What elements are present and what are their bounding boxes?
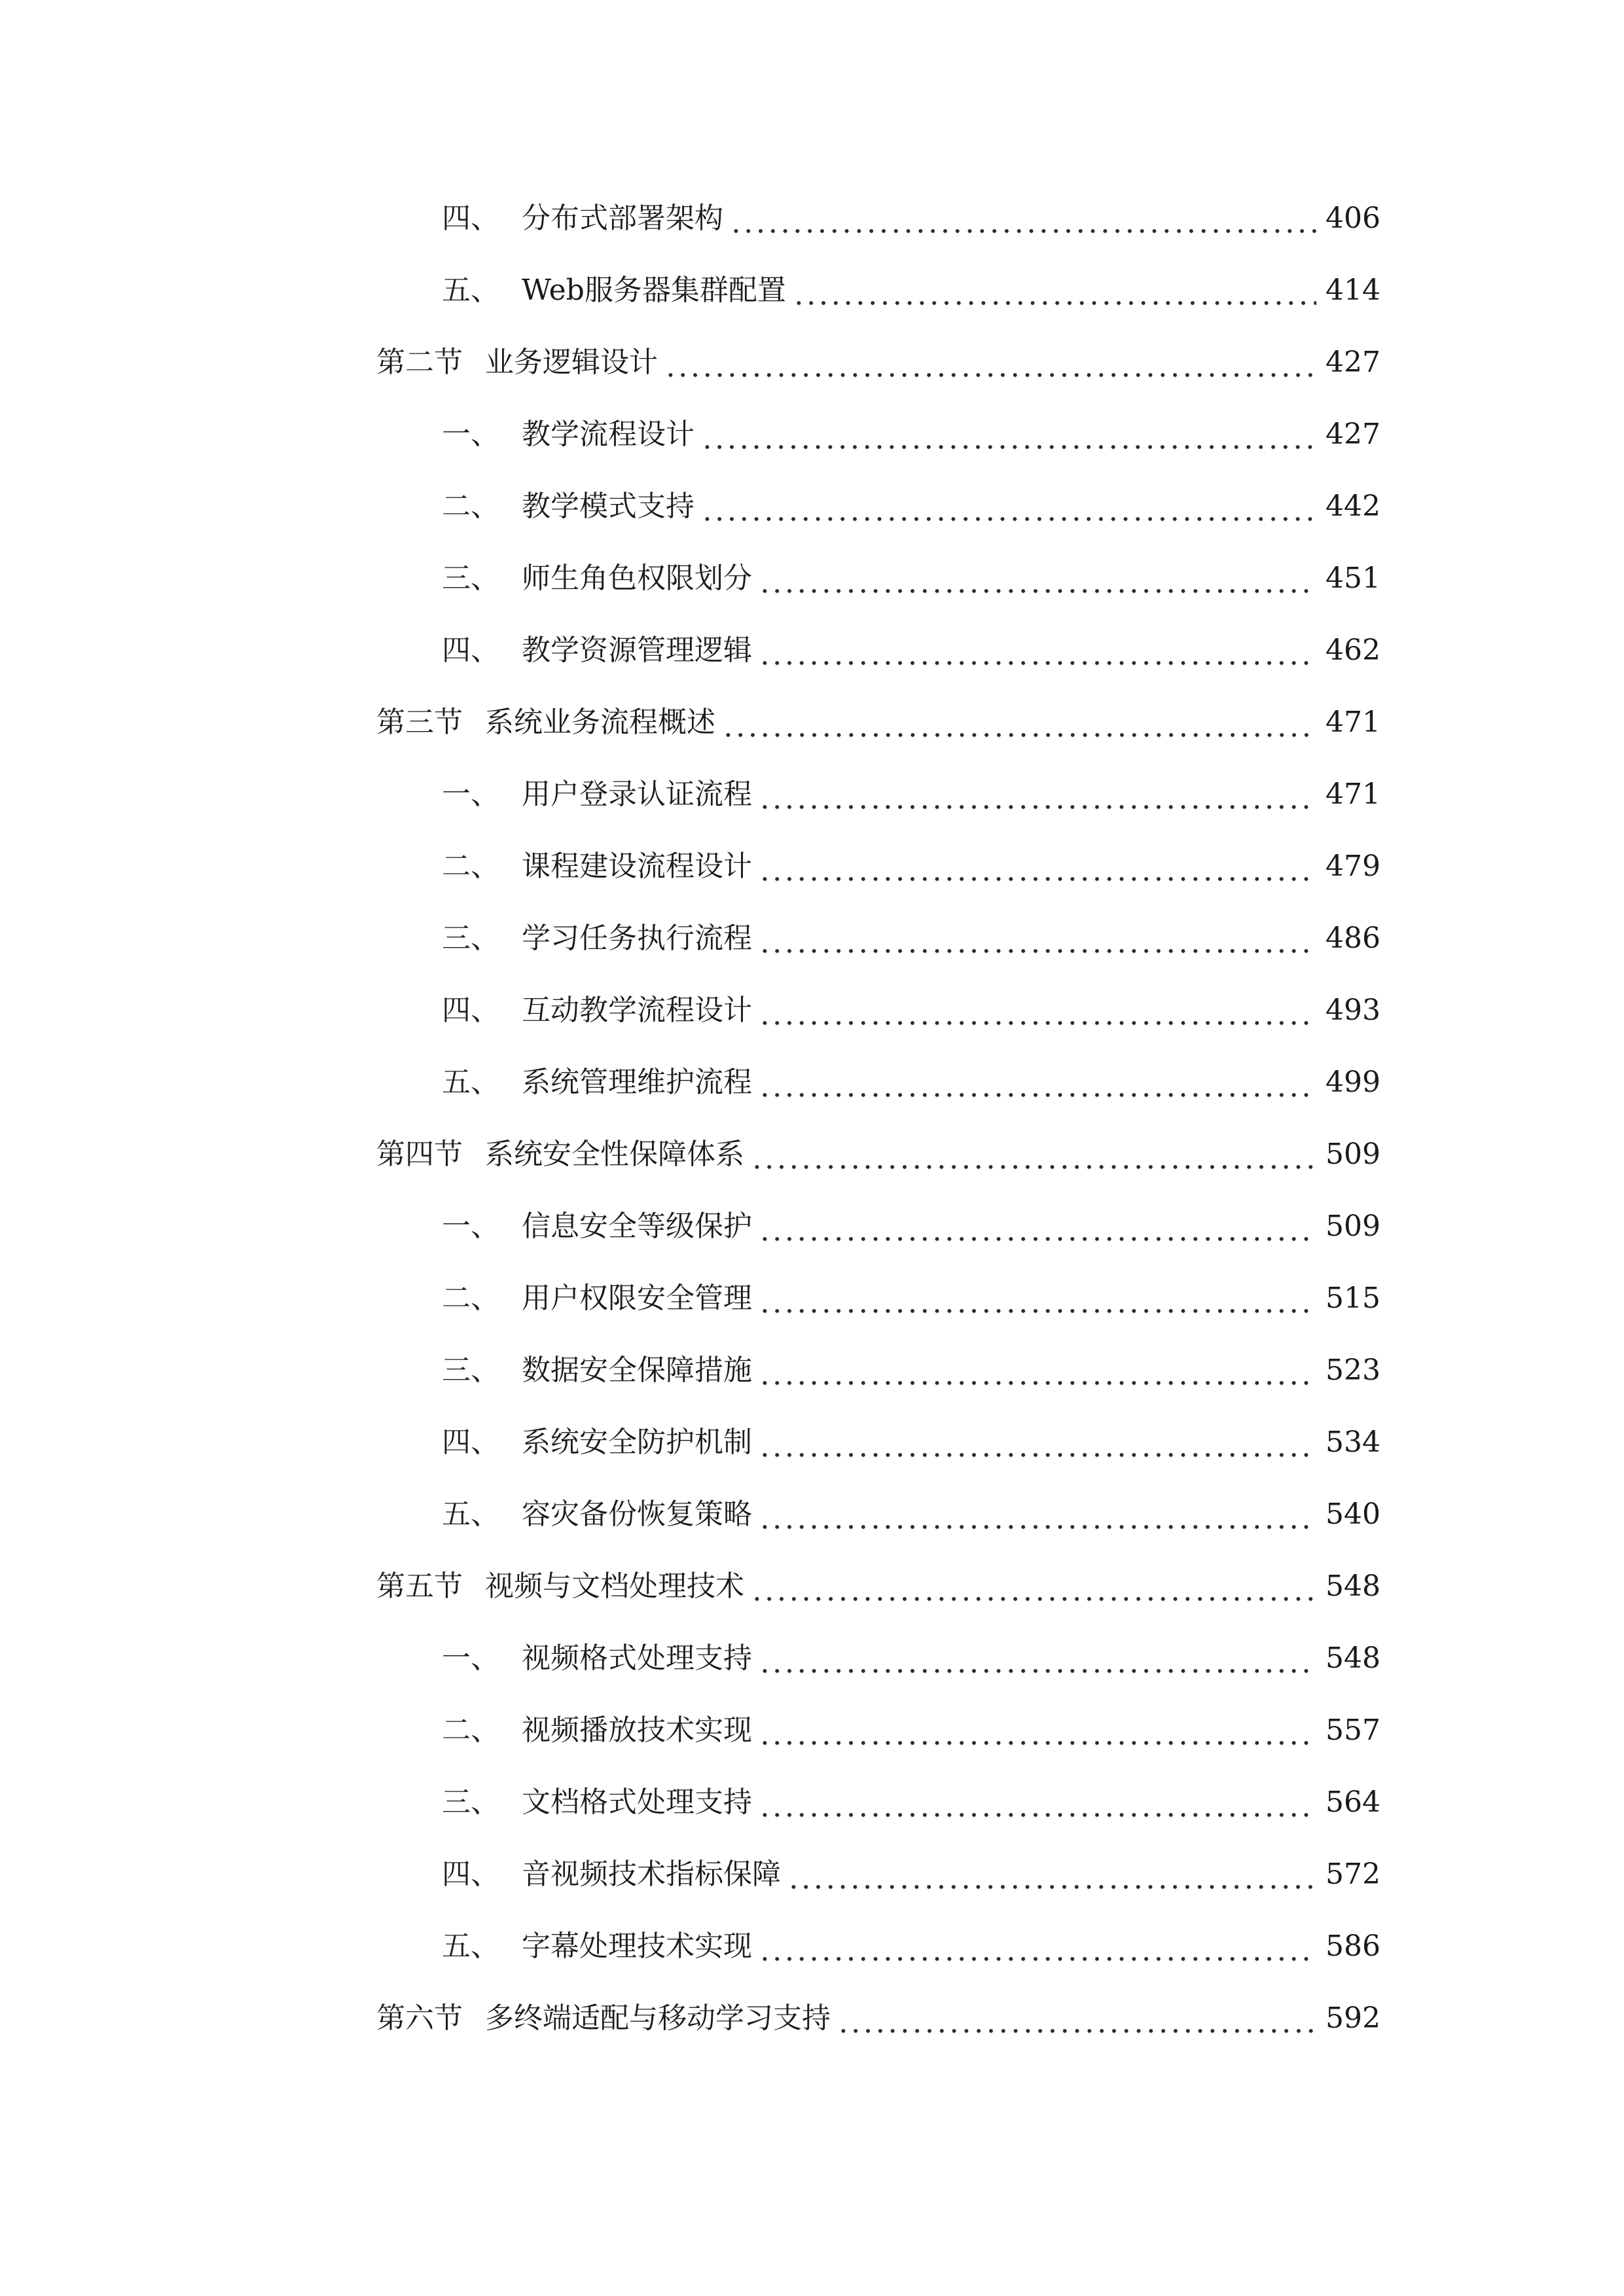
toc-page-number: 509	[1326, 1210, 1380, 1243]
toc-entry-title: 分布式部署架构	[522, 202, 723, 235]
toc-entry-title: 数据安全保障措施	[522, 1354, 752, 1387]
toc-entry-title: 互动教学流程设计	[522, 994, 752, 1027]
toc-entry[interactable]	[442, 1056, 1380, 1109]
toc-page-number: 548	[1326, 1641, 1380, 1675]
toc-dot-leader	[759, 768, 1316, 821]
toc-entry-label: 四、	[442, 202, 499, 235]
toc-page-number: 427	[1326, 418, 1380, 451]
toc-entry-label: 三、	[442, 1785, 499, 1819]
toc-entry-title: 系统安全性保障体系	[485, 1138, 744, 1171]
toc-entry[interactable]	[442, 1344, 1380, 1397]
toc-page-number: 509	[1326, 1138, 1380, 1171]
toc-entry-title: 系统安全防护机制	[522, 1426, 752, 1459]
toc-entry[interactable]	[442, 1488, 1380, 1541]
toc-entry-title: 学习任务执行流程	[522, 922, 752, 955]
toc-page-number: 592	[1326, 2001, 1380, 2035]
toc-entry-label: 五、	[442, 1498, 499, 1531]
toc-entry-title: 音视频技术指标保障	[522, 1857, 781, 1891]
toc-entry-title: 系统业务流程概述	[485, 706, 715, 739]
toc-page-number: 572	[1326, 1857, 1380, 1891]
toc-dot-leader	[759, 1416, 1316, 1469]
toc-page-number: 442	[1326, 490, 1380, 523]
toc-entry[interactable]	[442, 264, 1380, 317]
toc-page-number: 515	[1326, 1282, 1380, 1315]
toc-dot-leader	[751, 1560, 1316, 1613]
toc-entry[interactable]	[442, 408, 1380, 461]
toc-entry-label: 二、	[442, 1282, 499, 1315]
toc-page-number: 451	[1326, 562, 1380, 595]
toc-entry-label: 四、	[442, 1857, 499, 1891]
toc-entry[interactable]	[442, 624, 1380, 677]
toc-dot-leader	[722, 696, 1316, 749]
toc-page-number: 564	[1326, 1785, 1380, 1819]
toc-entry-label: 一、	[442, 778, 499, 811]
toc-entry-label: 第四节	[376, 1138, 463, 1171]
toc-page-number: 534	[1326, 1426, 1380, 1459]
toc-dot-leader	[759, 912, 1316, 965]
toc-entry-label: 第六节	[376, 2001, 463, 2035]
toc-entry[interactable]	[442, 192, 1380, 245]
toc-entry-label: 三、	[442, 922, 499, 955]
toc-page-number: 523	[1326, 1354, 1380, 1387]
toc-entry[interactable]	[442, 984, 1380, 1037]
toc-dot-leader	[759, 1200, 1316, 1253]
toc-dot-leader	[787, 1848, 1316, 1901]
toc-entry-label: 三、	[442, 562, 499, 595]
toc-dot-leader	[759, 1056, 1316, 1109]
toc-dot-leader	[759, 1344, 1316, 1397]
toc-entry-label: 四、	[442, 994, 499, 1027]
toc-entry-title: 信息安全等级保护	[522, 1210, 752, 1243]
toc-page-number: 462	[1326, 634, 1380, 667]
toc-entry-label: 一、	[442, 1641, 499, 1675]
toc-entry-label: 二、	[442, 490, 499, 523]
toc-entry-title: 用户登录认证流程	[522, 778, 752, 811]
toc-entry[interactable]	[376, 1992, 1380, 2045]
toc-page-number: 427	[1326, 346, 1380, 379]
toc-entry-title: 教学资源管理逻辑	[522, 634, 752, 667]
toc-entry[interactable]	[442, 840, 1380, 893]
toc-entry-title: 业务逻辑设计	[485, 346, 658, 379]
toc-page-number: 479	[1326, 850, 1380, 883]
toc-entry-title: Web服务器集群配置	[522, 274, 786, 307]
toc-entry-title: 师生角色权限划分	[522, 562, 752, 595]
toc-entry[interactable]	[442, 912, 1380, 965]
toc-entry[interactable]	[442, 1272, 1380, 1325]
toc-entry-label: 五、	[442, 1929, 499, 1963]
toc-entry-title: 视频格式处理支持	[522, 1641, 752, 1675]
toc-entry-title: 文档格式处理支持	[522, 1785, 752, 1819]
toc-page-number: 471	[1326, 778, 1380, 811]
toc-dot-leader	[759, 552, 1316, 605]
toc-page-number: 406	[1326, 202, 1380, 235]
toc-entry[interactable]	[442, 1704, 1380, 1757]
toc-entry-title: 教学流程设计	[522, 418, 695, 451]
toc-dot-leader	[759, 624, 1316, 677]
toc-entry-label: 二、	[442, 1713, 499, 1747]
toc-entry-title: 字幕处理技术实现	[522, 1929, 752, 1963]
toc-entry-label: 四、	[442, 1426, 499, 1459]
toc-entry[interactable]	[442, 480, 1380, 533]
toc-page-number: 540	[1326, 1498, 1380, 1531]
toc-entry-label: 二、	[442, 850, 499, 883]
toc-entry[interactable]	[442, 768, 1380, 821]
toc-page-number: 586	[1326, 1929, 1380, 1963]
toc-entry-label: 三、	[442, 1354, 499, 1387]
toc-page-number: 557	[1326, 1713, 1380, 1747]
toc-dot-leader	[759, 1704, 1316, 1757]
toc-dot-leader	[759, 840, 1316, 893]
toc-dot-leader	[701, 408, 1316, 461]
toc-entry[interactable]	[376, 336, 1380, 389]
toc-dot-leader	[759, 1920, 1316, 1973]
toc-entry-title: 用户权限安全管理	[522, 1282, 752, 1315]
toc-dot-leader	[701, 480, 1316, 533]
toc-entry-title: 课程建设流程设计	[522, 850, 752, 883]
toc-page-number: 493	[1326, 994, 1380, 1027]
toc-entry[interactable]	[376, 696, 1380, 749]
toc-dot-leader	[759, 1776, 1316, 1829]
toc-dot-leader	[751, 1128, 1316, 1181]
toc-entry[interactable]	[442, 1632, 1380, 1685]
toc-entry[interactable]	[442, 1416, 1380, 1469]
toc-entry[interactable]	[442, 552, 1380, 605]
toc-dot-leader	[759, 1488, 1316, 1541]
toc-entry-title: 视频与文档处理技术	[485, 1570, 744, 1603]
toc-entry-label: 四、	[442, 634, 499, 667]
toc-entry-label: 第五节	[376, 1570, 463, 1603]
toc-dot-leader	[664, 336, 1316, 389]
toc-entry-label: 第二节	[376, 346, 463, 379]
toc-page-number: 471	[1326, 706, 1380, 739]
toc-entry-title: 多终端适配与移动学习支持	[485, 2001, 831, 2035]
toc-entry-label: 五、	[442, 274, 499, 307]
toc-page-number: 414	[1326, 274, 1380, 307]
toc-entry[interactable]	[442, 1920, 1380, 1973]
toc-entry[interactable]	[442, 1776, 1380, 1829]
toc-dot-leader	[837, 1992, 1316, 2045]
toc-entry[interactable]	[442, 1848, 1380, 1901]
toc-entry[interactable]	[376, 1128, 1380, 1181]
toc-dot-leader	[793, 264, 1316, 317]
toc-page-number: 548	[1326, 1570, 1380, 1603]
toc-dot-leader	[759, 1272, 1316, 1325]
toc-entry-title: 容灾备份恢复策略	[522, 1498, 752, 1531]
toc-page-number: 499	[1326, 1066, 1380, 1099]
toc-entry-label: 一、	[442, 418, 499, 451]
toc-entry-label: 一、	[442, 1210, 499, 1243]
toc-entry-label: 五、	[442, 1066, 499, 1099]
toc-dot-leader	[730, 192, 1316, 245]
toc-entry[interactable]	[376, 1560, 1380, 1613]
toc-dot-leader	[759, 1632, 1316, 1685]
toc-page-number: 486	[1326, 922, 1380, 955]
toc-dot-leader	[759, 984, 1316, 1037]
toc-entry-title: 系统管理维护流程	[522, 1066, 752, 1099]
toc-entry-title: 视频播放技术实现	[522, 1713, 752, 1747]
toc-entry-title: 教学模式支持	[522, 490, 695, 523]
toc-entry-label: 第三节	[376, 706, 463, 739]
toc-entry[interactable]	[442, 1200, 1380, 1253]
